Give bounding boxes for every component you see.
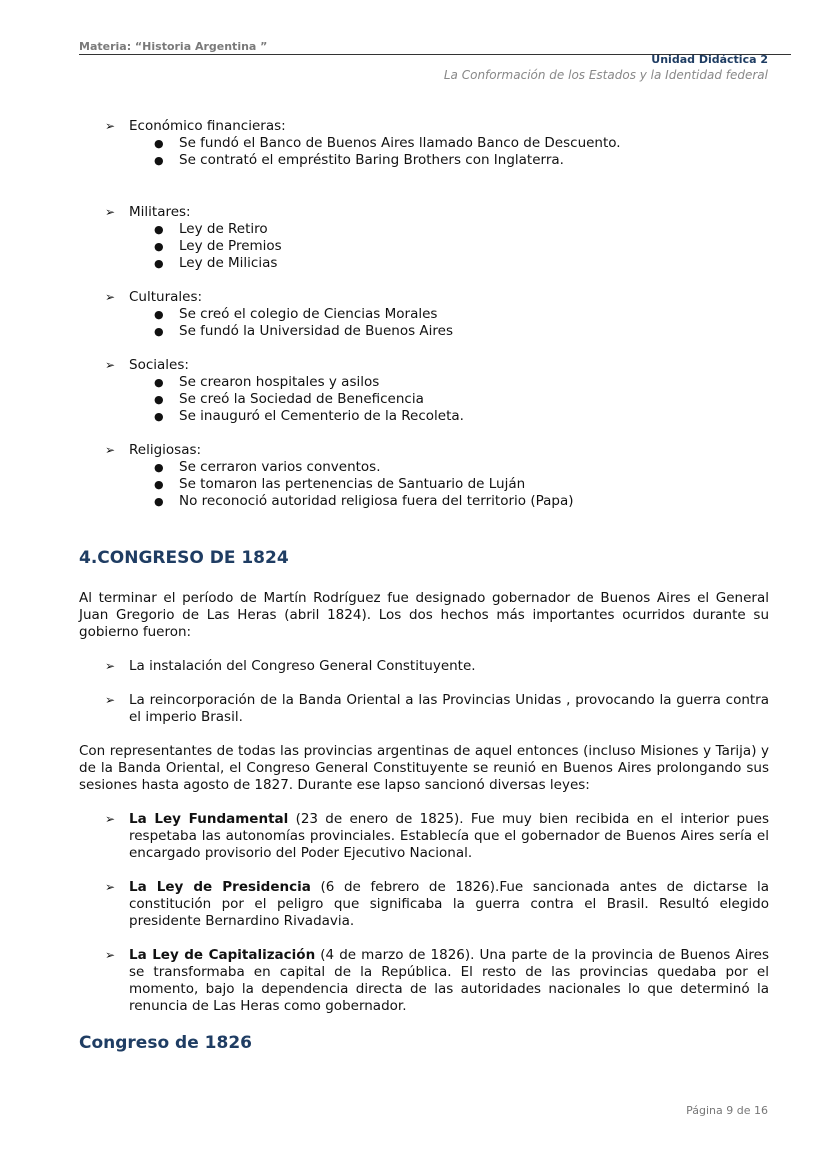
list-item: ● Ley de Premios: [154, 238, 282, 254]
dot-bullet-icon: ●: [154, 257, 164, 270]
law-name: La Ley de Capitalización: [129, 947, 316, 963]
category-items: [79, 374, 769, 425]
category-items: [79, 135, 769, 169]
header-unit: Unidad Didáctica 2: [651, 53, 768, 66]
list-item: ● Se fundó la Universidad de Buenos Aires: [154, 323, 453, 339]
list-item: ● Se inauguró el Cementerio de la Recoleta.: [154, 408, 464, 424]
dot-bullet-icon: ●: [154, 308, 164, 321]
dot-bullet-icon: ●: [154, 461, 164, 474]
dot-bullet-icon: ●: [154, 393, 164, 406]
arrow-bullet-icon: ➢: [105, 290, 116, 304]
page-content: [79, 118, 769, 1053]
list-item: ● Se creó el colegio de Ciencias Morales: [154, 306, 438, 322]
dot-bullet-icon: ●: [154, 223, 164, 236]
header-subject: Materia: “Historia Argentina ”: [79, 40, 268, 53]
category-title: Culturales:: [129, 289, 203, 305]
dot-bullet-icon: ●: [154, 325, 164, 338]
list-item: ● Se contrató el empréstito Baring Brothers con Inglaterra.: [154, 152, 564, 168]
law-text: (23 de enero de 1825). Fue muy bien recibida en el interior pues respetaba las autonomías provinciales. Establecía que el gobernador de Buenos Aires sería el encargado provisorio del Poder Ejecutivo Nacional.: [129, 811, 769, 861]
dot-bullet-icon: ●: [154, 137, 164, 150]
arrow-bullet-icon: ➢: [105, 358, 116, 372]
section-heading-congreso-1826: Congreso de 1826: [79, 1033, 252, 1053]
congress-paragraph: Con representantes de todas las provincias argentinas de aquel entonces (incluso Misiones y Tarija) y de la Banda Oriental, el Congreso General Constituyente se reunió en Buenos Aires prolongando sus sesiones hasta agosto de 1827. Durante ese lapso sancionó diversas leyes:: [79, 743, 769, 793]
list-item: ● Se tomaron las pertenencias de Santuario de Luján: [154, 476, 526, 492]
law-item: [79, 947, 769, 1015]
arrow-bullet-icon: ➢: [105, 659, 116, 673]
dot-bullet-icon: ●: [154, 410, 164, 423]
list-item: ● Se fundó el Banco de Buenos Aires llamado Banco de Descuento.: [154, 135, 621, 151]
arrow-bullet-icon: ➢: [105, 880, 116, 894]
fact-item: ➢ La instalación del Congreso General Constituyente.: [105, 658, 476, 674]
arrow-bullet-icon: ➢: [105, 693, 116, 707]
fact-item: ➢ La reincorporación de la Banda Oriental a las Provincias Unidas , provocando la guerra contra el imperio Brasil.: [105, 692, 769, 725]
list-item: ● Ley de Retiro: [154, 221, 268, 237]
law-name: La Ley de Presidencia: [129, 879, 311, 895]
category-title: Económico financieras:: [129, 118, 286, 134]
category-cultural: [79, 289, 769, 306]
category-title: Sociales:: [129, 357, 189, 373]
arrow-bullet-icon: ➢: [105, 948, 116, 962]
category-economic: [79, 118, 769, 135]
list-item: ● Se crearon hospitales y asilos: [154, 374, 380, 390]
law-text: (6 de febrero de 1826).Fue sancionada antes de dictarse la constitución por el peligro que significaba la guerra contra el Brasil. Resultó elegido presidente Bernardino Rivadavia.: [129, 879, 770, 929]
dot-bullet-icon: ●: [154, 240, 164, 253]
arrow-bullet-icon: ➢: [105, 812, 116, 826]
intro-paragraph: Al terminar el período de Martín Rodríguez fue designado gobernador de Buenos Aires el General Juan Gregorio de Las Heras (abril 1824). Los dos hechos más importantes ocurridos durante su gobierno fueron:: [79, 590, 769, 640]
category-religious: [79, 442, 769, 459]
law-item: [79, 811, 769, 862]
header-subtitle: La Conformación de los Estados y la Identidad federal: [443, 68, 768, 82]
law-name: La Ley Fundamental: [129, 811, 289, 827]
list-item: ● Se creó la Sociedad de Beneficencia: [154, 391, 424, 407]
list-item: ● No reconoció autoridad religiosa fuera del territorio (Papa): [154, 493, 574, 509]
dot-bullet-icon: ●: [154, 154, 164, 167]
dot-bullet-icon: ●: [154, 376, 164, 389]
category-items: [79, 221, 769, 272]
arrow-bullet-icon: ➢: [105, 205, 116, 219]
category-military: [79, 204, 769, 221]
dot-bullet-icon: ●: [154, 495, 164, 508]
list-item: ● Ley de Milicias: [154, 255, 278, 271]
arrow-bullet-icon: ➢: [105, 119, 116, 133]
arrow-bullet-icon: ➢: [105, 443, 116, 457]
law-text: (4 de marzo de 1826). Una parte de la provincia de Buenos Aires se transformaba en capital de la República. El resto de las provincias quedaba por el momento, bajo la dependencia directa de las autoridades nacionales lo que determinó la renuncia de Las Heras como gobernador.: [129, 947, 769, 1014]
section-heading-congreso-1824: 4.CONGRESO DE 1824: [79, 548, 289, 568]
category-items: [79, 306, 769, 340]
dot-bullet-icon: ●: [154, 478, 164, 491]
category-items: [79, 459, 769, 510]
law-item: [79, 879, 769, 930]
category-title: Militares:: [129, 204, 191, 220]
list-item: ● Se cerraron varios conventos.: [154, 459, 381, 475]
category-title: Religiosas:: [129, 442, 202, 458]
page-number: Página 9 de 16: [686, 1104, 768, 1117]
category-social: [79, 357, 769, 374]
